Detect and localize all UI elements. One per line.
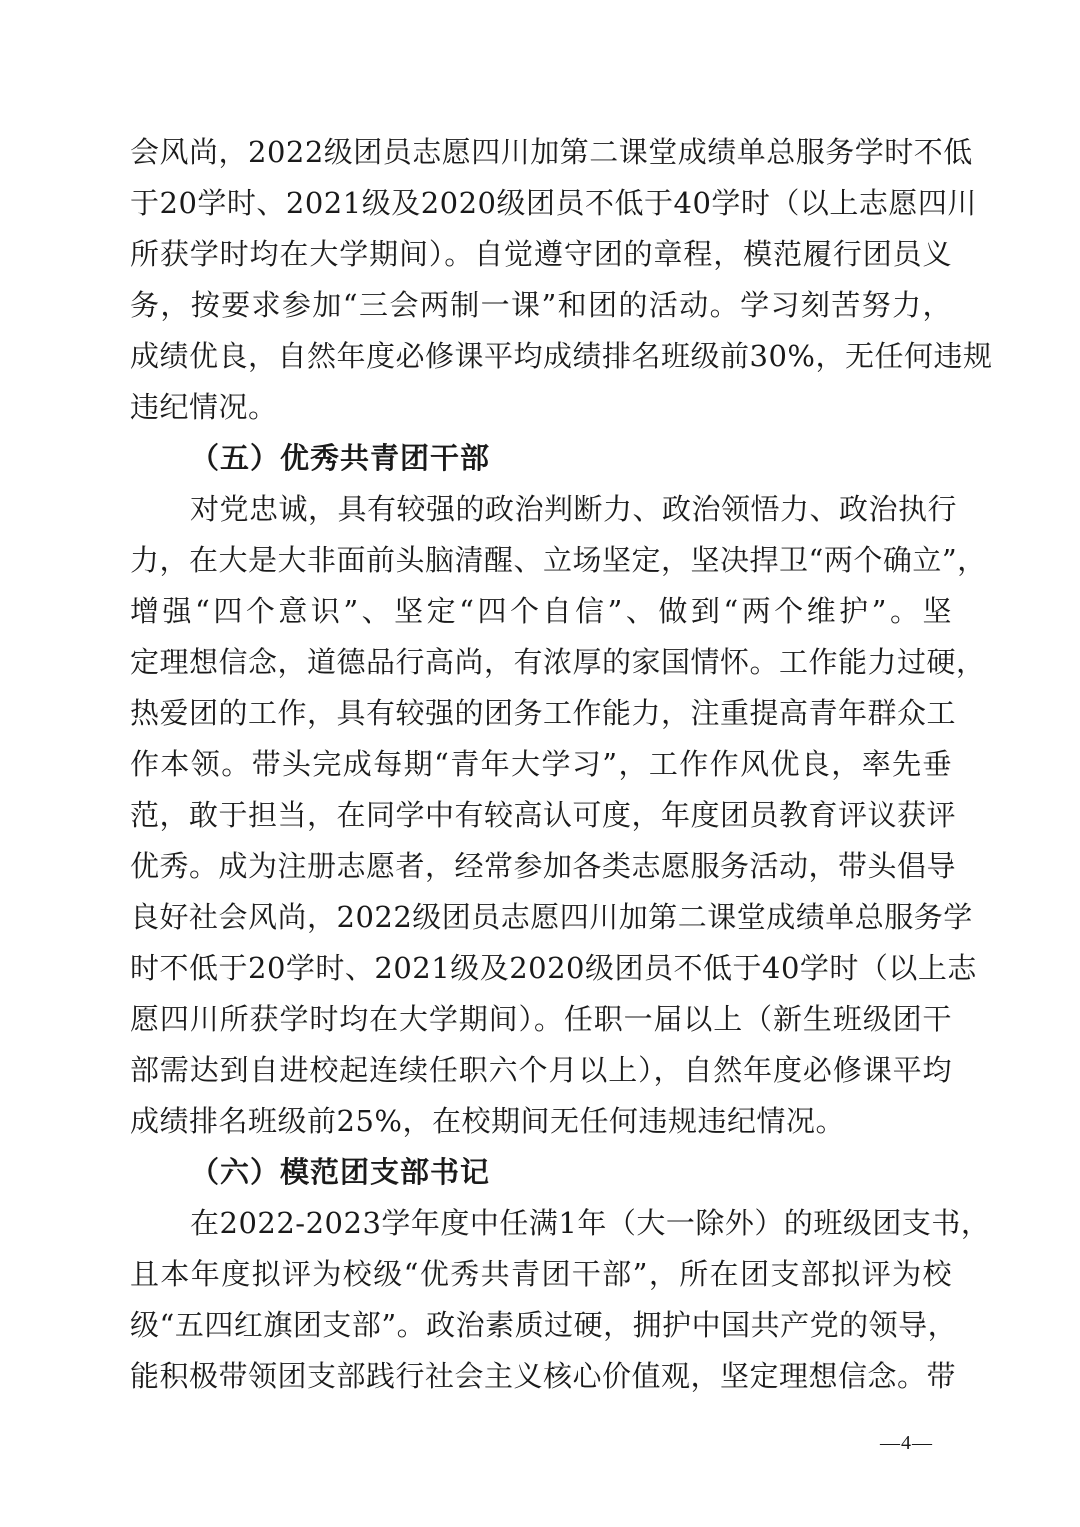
paragraph-continued xyxy=(130,127,993,433)
section-body-excellent-league-cadre xyxy=(130,484,987,1147)
text-line: 力，在大是大非面前头脑清醒、立场坚定，坚决捍卫“两个确立”， xyxy=(130,543,987,577)
text-line: 定理想信念，道德品行高尚，有浓厚的家国情怀。工作能力过硬， xyxy=(130,645,986,679)
document-page xyxy=(130,127,993,1402)
text-line: 违纪情况。 xyxy=(130,390,278,424)
text-line: 务，按要求参加“三会两制一课”和团的活动。学习刻苦努力， xyxy=(130,288,952,322)
text-line: 成绩排名班级前25%，在校期间无任何违规违纪情况。 xyxy=(130,1104,845,1138)
text-line: 对党忠诚，具有较强的政治判断力、政治领悟力、政治执行 xyxy=(190,492,958,526)
text-line: 作本领。带头完成每期“青年大学习”，工作作风优良，率先垂 xyxy=(130,747,952,781)
text-line: 部需达到自进校起连续任职六个月以上），自然年度必修课平均 xyxy=(130,1053,952,1087)
text-line: 级“五四红旗团支部”。政治素质过硬，拥护中国共产党的领导， xyxy=(130,1308,958,1342)
text-line: 所获学时均在大学期间）。自觉遵守团的章程，模范履行团员义 xyxy=(130,237,952,271)
text-line: 会风尚，2022级团员志愿四川加第二课堂成绩单总服务学时不低 xyxy=(130,135,973,169)
text-line: 于20学时、2021级及2020级团员不低于40学时（以上志愿四川 xyxy=(130,186,977,220)
section-heading-model-branch-secretary: （六）模范团支部书记 xyxy=(190,1155,491,1189)
text-line: 热爱团的工作，具有较强的团务工作能力，注重提高青年群众工 xyxy=(130,696,957,730)
text-line: 能积极带领团支部践行社会主义核心价值观，坚定理想信念。带 xyxy=(130,1359,957,1393)
section-heading-excellent-league-cadre: （五）优秀共青团干部 xyxy=(190,441,491,475)
section-body-model-branch-secretary xyxy=(130,1198,991,1402)
text-line: 优秀。成为注册志愿者，经常参加各类志愿服务活动，带头倡导 xyxy=(130,849,957,883)
text-line: 成绩优良，自然年度必修课平均成绩排名班级前30%，无任何违规 xyxy=(130,339,993,373)
text-line: 增强“四个意识”、坚定“四个自信”、做到“两个维护”。坚 xyxy=(130,594,952,628)
text-line: 愿四川所获学时均在大学期间）。任职一届以上（新生班级团干 xyxy=(130,1002,952,1036)
text-line: 范，敢于担当，在同学中有较高认可度，年度团员教育评议获评 xyxy=(130,798,957,832)
text-line: 良好社会风尚，2022级团员志愿四川加第二课堂成绩单总服务学 xyxy=(130,900,973,934)
text-line: 在2022-2023学年度中任满1年（大一除外）的班级团支书， xyxy=(190,1206,991,1240)
text-line: 时不低于20学时、2021级及2020级团员不低于40学时（以上志 xyxy=(130,951,977,985)
page-number: —4— xyxy=(880,1432,933,1454)
text-line: 且本年度拟评为校级“优秀共青团干部”，所在团支部拟评为校 xyxy=(130,1257,952,1291)
